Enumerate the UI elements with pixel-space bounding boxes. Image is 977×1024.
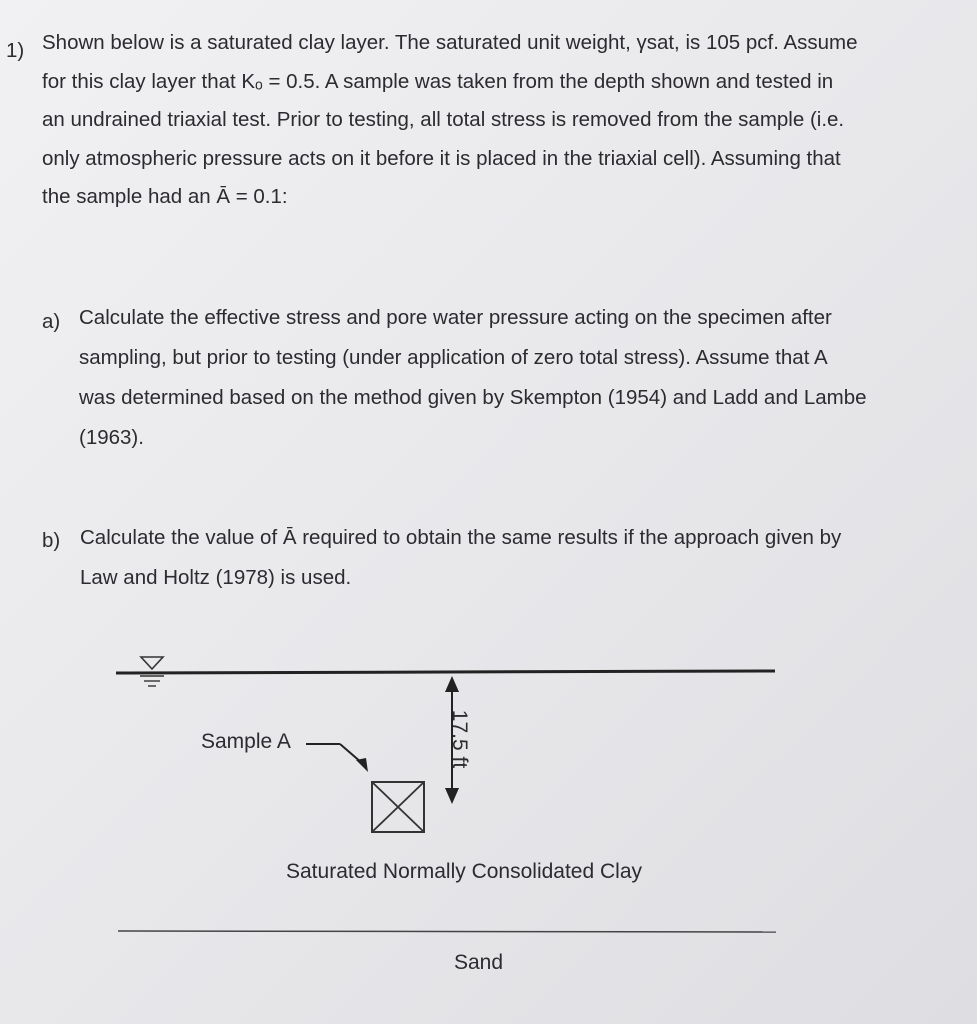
part-b-line-2: Law and Holtz (1978) is used. [80,566,352,589]
stem-line-5: the sample had an Ā = 0.1: [42,185,288,208]
part-a-label: a) [42,310,61,333]
problem-number: 1) [6,39,25,62]
stem-line-1: Shown below is a saturated clay layer. The saturated unit weight, γsat, is 105 pcf. Assume [42,31,858,54]
part-a-line-1: Calculate the effective stress and pore water pressure acting on the specimen after [79,306,832,329]
ground-surface-line [116,671,775,673]
part-a-line-4: (1963). [79,426,144,449]
stem-line-4: only atmospheric pressure acts on it before it is placed in the triaxial cell). Assuming that [42,146,841,170]
depth-label: 17.5 ft [448,709,472,769]
clay-layer-label: Saturated Normally Consolidated Clay [286,860,643,883]
sample-a-label: Sample A [201,730,291,753]
sample-box-icon [372,782,424,832]
part-b-label: b) [42,529,61,552]
part-a-line-3: was determined based on the method given by Skempton (1954) and Ladd and Lambe [79,386,867,409]
part-a-line-2: sampling, but prior to testing (under application of zero total stress). Assume that A [79,346,828,369]
sample-leader-arrow [306,744,368,772]
stem-line-2: for this clay layer that Kₒ = 0.5. A sample was taken from the depth shown and tested in [42,69,834,93]
part-b-line-1: Calculate the value of Ā required to obtain the same results if the approach given by [80,526,842,549]
stem-line-3: an undrained triaxial test. Prior to testing, all total stress is removed from the sample (i.e. [42,108,845,131]
sand-layer-label: Sand [454,951,504,974]
clay-sand-boundary-line [118,931,776,932]
